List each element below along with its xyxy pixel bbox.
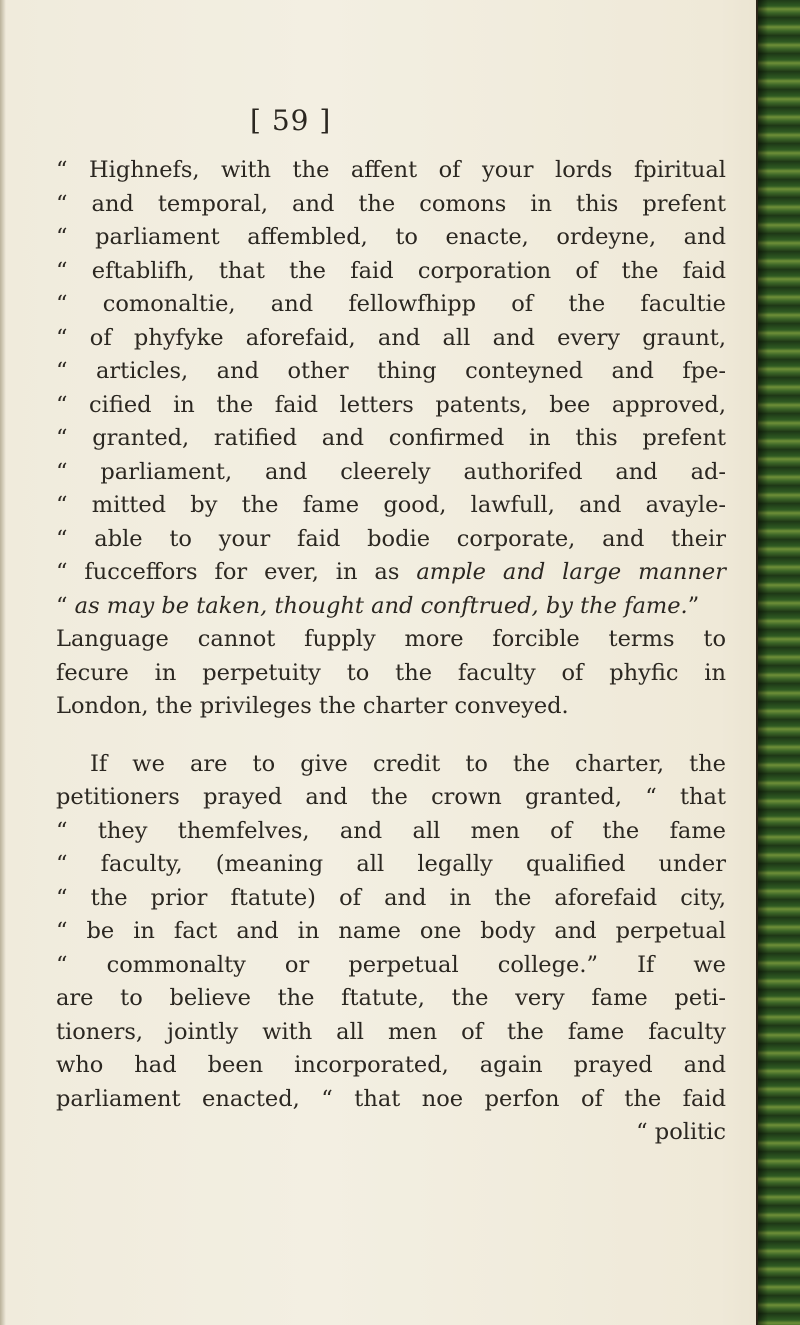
paragraph-statute (56, 748, 726, 1150)
text-line: “ parliament affembled, to enacte, ordeyne, and (56, 224, 726, 250)
text-line: “ be in fact and in name one body and perpetual (56, 918, 726, 944)
text-line: “ cified in the faid letters patents, bee approved, (56, 391, 726, 418)
text-line: “ parliament, and cleerely authorifed and ad- (56, 458, 726, 485)
text-line: “ of phyfyke aforefaid, and all and every graunt, (56, 324, 726, 351)
text-line: “ commonalty or perpetual college.” If we (56, 951, 726, 978)
page-text (56, 154, 726, 1150)
text-line: “ they themfelves, and all men of the fame (56, 817, 726, 844)
text-line: “ able to your faid bodie corporate, and their (56, 525, 726, 552)
catchword: “ politic (636, 1119, 726, 1145)
text-line: If we are to give credit to the charter, the (90, 750, 726, 777)
close-quote: ” (687, 592, 700, 619)
text-line-mixed (56, 556, 726, 590)
text-line: “ comonaltie, and fellowfhipp of the facultie (56, 291, 726, 317)
text-roman: “ fucceffors for ever, in as (56, 559, 400, 585)
paragraph-charter-quote (56, 154, 726, 724)
text-line: “ eftablifh, that the faid corporation of the faid (56, 257, 726, 284)
text-line: London, the privileges the charter conveyed. (56, 693, 569, 719)
text-line: “ mitted by the fame good, lawfull, and avayle- (56, 492, 726, 518)
text-line: “ articles, and other thing conteyned and fpe- (56, 358, 726, 384)
text-line: Language cannot fupply more forcible terms to (56, 626, 726, 652)
text-line: tioners, jointly with all men of the fame faculty (56, 1018, 726, 1045)
text-line: “ the prior ftatute) of and in the aforefaid city, (56, 884, 726, 911)
text-line: “ and temporal, and the comons in this prefent (56, 190, 726, 217)
text-italic: as may be taken, thought and conftrued, by the fame. (74, 592, 688, 619)
paragraph-spacer (56, 724, 726, 748)
text-line: “ faculty, (meaning all legally qualified under (56, 851, 726, 877)
text-line: who had been incorporated, again prayed and (56, 1052, 726, 1078)
text-line-italic (56, 590, 726, 624)
page-number: [ 59 ] (250, 104, 332, 137)
book-binding-edge (756, 0, 800, 1325)
page-edge-shadow (0, 0, 6, 1325)
text-line: petitioners prayed and the crown granted, “ that (56, 784, 726, 810)
text-line: fecure in perpetuity to the faculty of phyfic in (56, 659, 726, 686)
text-line: parliament enacted, “ that noe perfon of the faid (56, 1085, 726, 1112)
text-line: “ granted, ratified and confirmed in this prefent (56, 425, 726, 451)
text-italic: ample and large manner (416, 559, 726, 585)
text-line: “ Highnefs, with the affent of your lords fpiritual (56, 157, 726, 183)
open-quote: “ (56, 592, 68, 619)
text-line: are to believe the ftatute, the very fame peti- (56, 985, 726, 1011)
